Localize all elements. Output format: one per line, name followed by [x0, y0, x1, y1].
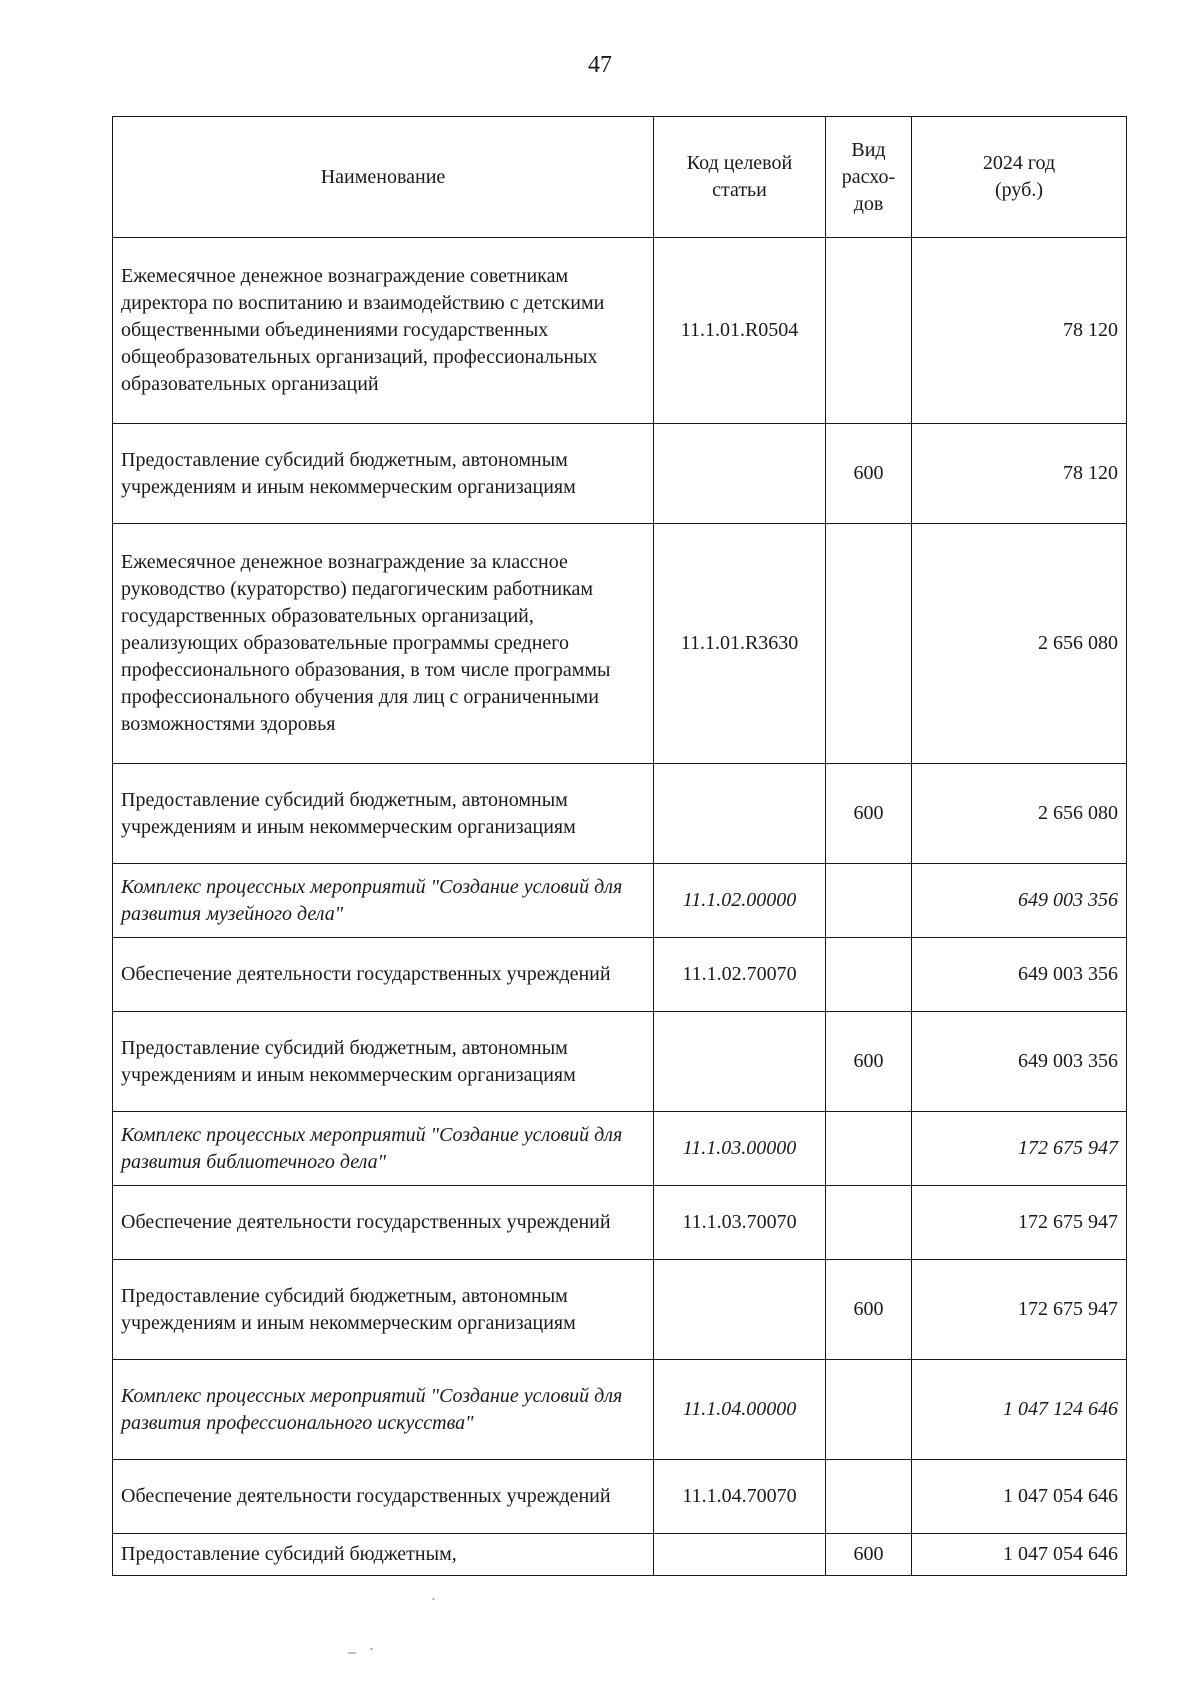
row-kind-cell [826, 864, 912, 938]
row-amount-cell: 649 003 356 [912, 864, 1127, 938]
row-name-cell: Ежемесячное денежное вознаграждение советникам директора по воспитанию и взаимодействию с детскими общественными объединениями государственных общеобразовательных организаций, профессиональных образовательных организаций [113, 238, 654, 424]
row-kind-cell [826, 1186, 912, 1260]
row-code-cell: 11.1.04.70070 [654, 1460, 826, 1534]
row-code-cell: 11.1.01.R3630 [654, 524, 826, 764]
row-kind-cell [826, 524, 912, 764]
row-name-cell: Комплекс процессных мероприятий "Создание условий для развития библиотечного дела" [113, 1112, 654, 1186]
row-name-cell: Обеспечение деятельности государственных учреждений [113, 938, 654, 1012]
row-code-cell [654, 1260, 826, 1360]
row-amount-cell: 1 047 054 646 [912, 1534, 1127, 1576]
row-amount-cell: 172 675 947 [912, 1112, 1127, 1186]
row-name-cell: Ежемесячное денежное вознаграждение за классное руководство (кураторство) педагогическим работникам государственных образовательных организаций, реализующих образовательные программы среднего профессионального образования, в том числе программы профессионального обучения для лиц с ограниченными возможностями здоровья [113, 524, 654, 764]
row-amount-cell: 78 120 [912, 238, 1127, 424]
table-row [113, 764, 1127, 864]
row-kind-cell: 600 [826, 764, 912, 864]
row-code-cell: 11.1.04.00000 [654, 1360, 826, 1460]
row-code-cell [654, 764, 826, 864]
row-name-cell: Предоставление субсидий бюджетным, [113, 1534, 654, 1576]
row-code-cell: 11.1.03.70070 [654, 1186, 826, 1260]
row-name-cell: Предоставление субсидий бюджетным, автономным учреждениям и иным некоммерческим организациям [113, 424, 654, 524]
row-kind-cell [826, 1460, 912, 1534]
row-amount-cell: 649 003 356 [912, 938, 1127, 1012]
table-row [113, 424, 1127, 524]
row-code-cell [654, 1012, 826, 1112]
row-amount-cell: 2 656 080 [912, 524, 1127, 764]
row-amount-cell: 649 003 356 [912, 1012, 1127, 1112]
row-amount-cell: 172 675 947 [912, 1260, 1127, 1360]
scan-speck [370, 1648, 373, 1650]
row-code-cell: 11.1.03.00000 [654, 1112, 826, 1186]
scan-speck [348, 1652, 356, 1654]
row-amount-cell: 172 675 947 [912, 1186, 1127, 1260]
row-name-cell: Предоставление субсидий бюджетным, автономным учреждениям и иным некоммерческим организациям [113, 1012, 654, 1112]
row-kind-cell [826, 938, 912, 1012]
row-code-cell [654, 1534, 826, 1576]
row-code-cell: 11.1.02.00000 [654, 864, 826, 938]
table-row [113, 1012, 1127, 1112]
row-code-cell [654, 424, 826, 524]
row-kind-cell: 600 [826, 1260, 912, 1360]
scan-speck [432, 1598, 435, 1600]
table-row [113, 1260, 1127, 1360]
table-body [113, 238, 1127, 1576]
row-amount-cell: 2 656 080 [912, 764, 1127, 864]
table-row [113, 938, 1127, 1012]
row-kind-cell: 600 [826, 1534, 912, 1576]
row-name-cell: Комплекс процессных мероприятий "Создание условий для развития музейного дела" [113, 864, 654, 938]
header-amount: 2024 год (руб.) [912, 117, 1127, 238]
table-row [113, 238, 1127, 424]
header-code: Код целевой статьи [654, 117, 826, 238]
row-kind-cell [826, 1360, 912, 1460]
row-amount-cell: 78 120 [912, 424, 1127, 524]
budget-table [112, 116, 1127, 1576]
table-row [113, 1360, 1127, 1460]
row-name-cell: Обеспечение деятельности государственных учреждений [113, 1186, 654, 1260]
row-amount-cell: 1 047 124 646 [912, 1360, 1127, 1460]
row-amount-cell: 1 047 054 646 [912, 1460, 1127, 1534]
table-header-row [113, 117, 1127, 238]
row-kind-cell: 600 [826, 424, 912, 524]
row-kind-cell [826, 1112, 912, 1186]
table-row [113, 1460, 1127, 1534]
row-code-cell: 11.1.01.R0504 [654, 238, 826, 424]
row-name-cell: Обеспечение деятельности государственных учреждений [113, 1460, 654, 1534]
header-name: Наименование [113, 117, 654, 238]
row-kind-cell [826, 238, 912, 424]
table-row [113, 864, 1127, 938]
header-kind: Вид расхо-дов [826, 117, 912, 238]
table-row [113, 1186, 1127, 1260]
row-kind-cell: 600 [826, 1012, 912, 1112]
row-name-cell: Предоставление субсидий бюджетным, автономным учреждениям и иным некоммерческим организациям [113, 1260, 654, 1360]
row-name-cell: Предоставление субсидий бюджетным, автономным учреждениям и иным некоммерческим организациям [113, 764, 654, 864]
table-row [113, 1112, 1127, 1186]
table-row [113, 524, 1127, 764]
row-code-cell: 11.1.02.70070 [654, 938, 826, 1012]
table-row [113, 1534, 1127, 1576]
row-name-cell: Комплекс процессных мероприятий "Создание условий для развития профессионального искусства" [113, 1360, 654, 1460]
page-number: 47 [588, 52, 612, 78]
